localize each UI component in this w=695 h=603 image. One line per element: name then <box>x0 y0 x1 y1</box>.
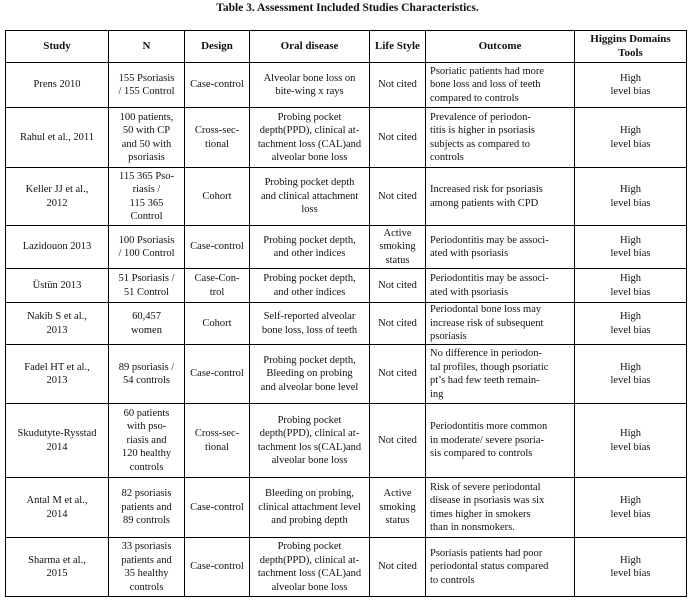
cell-design: Cohort <box>185 168 250 226</box>
cell-oral-disease: Alveolar bone loss on bite-wing x rays <box>250 63 370 108</box>
cell-n: 100 patients, 50 with CP and 50 with psoriasis <box>109 108 185 168</box>
cell-outcome: Periodontal bone loss may increase risk of subsequent psoriasis <box>426 303 575 345</box>
cell-higgins: High level bias <box>575 269 687 303</box>
cell-life-style: Not cited <box>370 168 426 226</box>
cell-outcome: No difference in periodon- tal profiles, though psoriatic pt’s had few teeth remain- ing <box>426 345 575 404</box>
cell-higgins: High level bias <box>575 404 687 478</box>
cell-n: 82 psoriasis patients and 89 controls <box>109 478 185 538</box>
cell-higgins: High level bias <box>575 538 687 597</box>
table-row <box>6 538 687 597</box>
cell-study: Üstün 2013 <box>6 269 109 303</box>
cell-study: Fadel HT et al., 2013 <box>6 345 109 404</box>
cell-design: Cross-sec- tional <box>185 108 250 168</box>
cell-oral-disease: Probing pocket depth, and other indices <box>250 269 370 303</box>
studies-table <box>5 30 687 597</box>
cell-outcome: Prevalence of periodon- titis is higher in psoriasis subjects as compared to controls <box>426 108 575 168</box>
cell-n: 115 365 Pso- riasis / 115 365 Control <box>109 168 185 226</box>
table-row <box>6 269 687 303</box>
cell-life-style: Not cited <box>370 269 426 303</box>
cell-n: 89 psoriasis / 54 controls <box>109 345 185 404</box>
cell-design: Case-control <box>185 478 250 538</box>
table-row <box>6 168 687 226</box>
cell-outcome: Periodontitis may be associ- ated with psoriasis <box>426 269 575 303</box>
cell-outcome: Psoriasis patients had poor periodontal status compared to controls <box>426 538 575 597</box>
cell-study: Keller JJ et al., 2012 <box>6 168 109 226</box>
cell-study: Antal M et al., 2014 <box>6 478 109 538</box>
table-row <box>6 478 687 538</box>
header-life-style: Life Style <box>370 31 426 63</box>
cell-design: Case-control <box>185 538 250 597</box>
header-oral-disease: Oral disease <box>250 31 370 63</box>
cell-oral-disease: Probing pocket depth, and other indices <box>250 226 370 269</box>
table-title: Table 3. Assessment Included Studies Characteristics. <box>216 2 479 14</box>
cell-study: Rahul et al., 2011 <box>6 108 109 168</box>
table-row <box>6 108 687 168</box>
cell-n: 155 Psoriasis / 155 Control <box>109 63 185 108</box>
cell-outcome: Psoriatic patients had more bone loss and loss of teeth compared to controls <box>426 63 575 108</box>
cell-life-style: Not cited <box>370 63 426 108</box>
cell-study: Nakib S et al., 2013 <box>6 303 109 345</box>
cell-oral-disease: Self-reported alveolar bone loss, loss of teeth <box>250 303 370 345</box>
cell-life-style: Not cited <box>370 404 426 478</box>
cell-life-style: Not cited <box>370 303 426 345</box>
cell-oral-disease: Probing pocket depth(PPD), clinical at- tachment loss (CAL)and alveolar bone loss <box>250 538 370 597</box>
cell-design: Cross-sec- tional <box>185 404 250 478</box>
cell-oral-disease: Bleeding on probing, clinical attachment level and probing depth <box>250 478 370 538</box>
table-row <box>6 345 687 404</box>
table-row <box>6 303 687 345</box>
cell-design: Case-control <box>185 63 250 108</box>
table-row <box>6 226 687 269</box>
cell-life-style: Not cited <box>370 108 426 168</box>
cell-n: 60 patients with pso- riasis and 120 healthy controls <box>109 404 185 478</box>
cell-outcome: Periodontitis may be associ- ated with psoriasis <box>426 226 575 269</box>
table-row <box>6 404 687 478</box>
cell-life-style: Not cited <box>370 538 426 597</box>
cell-n: 100 Psoriasis / 100 Control <box>109 226 185 269</box>
cell-study: Sharma et al., 2015 <box>6 538 109 597</box>
cell-oral-disease: Probing pocket depth and clinical attachment loss <box>250 168 370 226</box>
cell-higgins: High level bias <box>575 478 687 538</box>
cell-outcome: Risk of severe periodontal disease in psoriasis was six times higher in smokers than in nonsmokers. <box>426 478 575 538</box>
header-higgins: Higgins Domains Tools <box>575 31 687 63</box>
cell-n: 33 psoriasis patients and 35 healthy controls <box>109 538 185 597</box>
cell-design: Cohort <box>185 303 250 345</box>
cell-design: Case-control <box>185 345 250 404</box>
header-design: Design <box>185 31 250 63</box>
cell-life-style: Not cited <box>370 345 426 404</box>
cell-study: Lazidouon 2013 <box>6 226 109 269</box>
cell-design: Case-control <box>185 226 250 269</box>
cell-oral-disease: Probing pocket depth(PPD), clinical at- tachment los s(CAL)and alveolar bone loss <box>250 404 370 478</box>
header-study: Study <box>6 31 109 63</box>
cell-outcome: Periodontitis more common in moderate/ severe psoria- sis compared to controls <box>426 404 575 478</box>
header-outcome: Outcome <box>426 31 575 63</box>
cell-life-style: Active smoking status <box>370 226 426 269</box>
cell-study: Prens 2010 <box>6 63 109 108</box>
cell-outcome: Increased risk for psoriasis among patients with CPD <box>426 168 575 226</box>
cell-study: Skudutyte-Rysstad 2014 <box>6 404 109 478</box>
cell-oral-disease: Probing pocket depth, Bleeding on probing and alveolar bone level <box>250 345 370 404</box>
cell-higgins: High level bias <box>575 108 687 168</box>
cell-higgins: High level bias <box>575 345 687 404</box>
cell-oral-disease: Probing pocket depth(PPD), clinical at- tachment loss (CAL)and alveolar bone loss <box>250 108 370 168</box>
cell-higgins: High level bias <box>575 168 687 226</box>
cell-design: Case-Con- trol <box>185 269 250 303</box>
cell-higgins: High level bias <box>575 303 687 345</box>
cell-n: 51 Psoriasis / 51 Control <box>109 269 185 303</box>
cell-life-style: Active smoking status <box>370 478 426 538</box>
header-row <box>6 31 687 63</box>
cell-n: 60,457 women <box>109 303 185 345</box>
cell-higgins: High level bias <box>575 63 687 108</box>
cell-higgins: High level bias <box>575 226 687 269</box>
header-n: N <box>109 31 185 63</box>
table-row <box>6 63 687 108</box>
